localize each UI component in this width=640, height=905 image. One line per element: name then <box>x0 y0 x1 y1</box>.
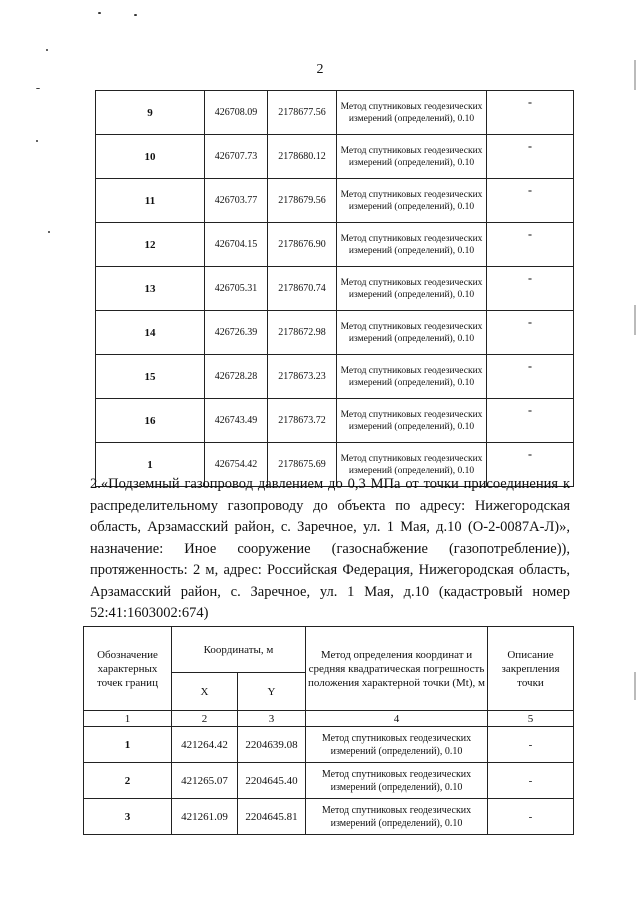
coordinates-table-continued <box>95 90 574 487</box>
point-number: 1 <box>96 443 205 487</box>
coord-y: 2178672.98 <box>268 311 337 355</box>
table-row <box>96 135 574 179</box>
table-row <box>84 727 574 763</box>
column-numbers-row <box>84 711 574 727</box>
point-number: 2 <box>84 763 172 799</box>
description-cell: - <box>488 763 574 799</box>
description-cell: - <box>488 727 574 763</box>
method-cell: Метод спутниковых геодезических измерений (определений), 0.10 <box>337 399 487 443</box>
coord-y: 2178673.72 <box>268 399 337 443</box>
description-cell: - <box>487 179 574 223</box>
table-row <box>96 355 574 399</box>
coord-x: 426708.09 <box>205 91 268 135</box>
coord-x: 426707.73 <box>205 135 268 179</box>
table-row <box>96 311 574 355</box>
coord-x: 421265.07 <box>172 763 238 799</box>
coord-y: 2178680.12 <box>268 135 337 179</box>
description-cell: - <box>487 399 574 443</box>
scan-edge-mark <box>634 672 636 700</box>
description-cell: - <box>487 223 574 267</box>
description-cell: - <box>487 311 574 355</box>
scan-speck <box>46 49 48 51</box>
coord-x: 426705.31 <box>205 267 268 311</box>
description-cell: - <box>487 135 574 179</box>
coord-x: 426726.39 <box>205 311 268 355</box>
coord-x: 426754.42 <box>205 443 268 487</box>
scan-speck <box>98 12 101 14</box>
column-number: 2 <box>172 711 238 727</box>
method-cell: Метод спутниковых геодезических измерений (определений), 0.10 <box>337 355 487 399</box>
coord-y: 2204645.81 <box>238 799 306 835</box>
column-number: 4 <box>306 711 488 727</box>
method-cell: Метод спутниковых геодезических измерений (определений), 0.10 <box>306 727 488 763</box>
table-row <box>84 799 574 835</box>
header-point: Обозначение характерных точек границ <box>84 627 172 711</box>
scan-speck <box>134 14 137 16</box>
point-number: 13 <box>96 267 205 311</box>
coord-y: 2178679.56 <box>268 179 337 223</box>
point-number: 9 <box>96 91 205 135</box>
point-number: 11 <box>96 179 205 223</box>
point-number: 3 <box>84 799 172 835</box>
scan-speck <box>36 88 40 89</box>
point-number: 14 <box>96 311 205 355</box>
point-number: 16 <box>96 399 205 443</box>
description-cell: - <box>487 355 574 399</box>
page-number: 2 <box>316 62 324 77</box>
coord-y: 2178676.90 <box>268 223 337 267</box>
table-row <box>84 763 574 799</box>
coord-x: 426743.49 <box>205 399 268 443</box>
description-cell: - <box>487 443 574 487</box>
header-y: Y <box>238 673 306 711</box>
scan-edge-mark <box>634 305 636 335</box>
column-number: 1 <box>84 711 172 727</box>
header-method: Метод определения координат и средняя квадратическая погрешность положения характерной точки (Mt), м <box>306 627 488 711</box>
table-row <box>96 91 574 135</box>
coordinates-table <box>83 626 574 835</box>
coord-y: 2178673.23 <box>268 355 337 399</box>
scan-speck <box>48 231 50 233</box>
coord-x: 426728.28 <box>205 355 268 399</box>
method-cell: Метод спутниковых геодезических измерений (определений), 0.10 <box>337 223 487 267</box>
method-cell: Метод спутниковых геодезических измерений (определений), 0.10 <box>306 763 488 799</box>
point-number: 15 <box>96 355 205 399</box>
method-cell: Метод спутниковых геодезических измерений (определений), 0.10 <box>337 179 487 223</box>
method-cell: Метод спутниковых геодезических измерений (определений), 0.10 <box>337 91 487 135</box>
coord-x: 421264.42 <box>172 727 238 763</box>
coord-y: 2178677.56 <box>268 91 337 135</box>
scan-speck <box>36 140 38 142</box>
table-row <box>96 399 574 443</box>
header-x: X <box>172 673 238 711</box>
table-row <box>96 267 574 311</box>
point-number: 12 <box>96 223 205 267</box>
description-cell: - <box>488 799 574 835</box>
point-number: 10 <box>96 135 205 179</box>
column-number: 3 <box>238 711 306 727</box>
coord-x: 426703.77 <box>205 179 268 223</box>
header-coordinates: Координаты, м <box>172 627 306 673</box>
coord-y: 2204639.08 <box>238 727 306 763</box>
coord-x: 426704.15 <box>205 223 268 267</box>
method-cell: Метод спутниковых геодезических измерений (определений), 0.10 <box>337 267 487 311</box>
column-number: 5 <box>488 711 574 727</box>
coord-y: 2204645.40 <box>238 763 306 799</box>
method-cell: Метод спутниковых геодезических измерений (определений), 0.10 <box>306 799 488 835</box>
table-row <box>96 223 574 267</box>
table-row <box>96 179 574 223</box>
method-cell: Метод спутниковых геодезических измерений (определений), 0.10 <box>337 135 487 179</box>
method-cell: Метод спутниковых геодезических измерений (определений), 0.10 <box>337 443 487 487</box>
coord-y: 2178670.74 <box>268 267 337 311</box>
description-cell: - <box>487 267 574 311</box>
header-description: Описание закрепления точки <box>488 627 574 711</box>
point-number: 1 <box>84 727 172 763</box>
coord-x: 421261.09 <box>172 799 238 835</box>
method-cell: Метод спутниковых геодезических измерений (определений), 0.10 <box>337 311 487 355</box>
coord-y: 2178675.69 <box>268 443 337 487</box>
description-cell: - <box>487 91 574 135</box>
object-description-paragraph: 2.«Подземный газопровод давлением до 0,3 МПа от точки присоединения к распределительному газопроводу до объекта по адресу: Нижегородская область, Арзамасский район, с. Заречное, ул. 1 Мая, д.10 (О-2-0087А-Л)», назначение: Иное сооружение (газоснабжение (газопотребление)), протяженность: 2 м, адрес: Российская Федерация, Нижегородская область, Арзамасский район, с. Заречное, ул. 1 Мая, д.10 (кадастровый номер 52:41:1603002:674) <box>90 476 570 621</box>
